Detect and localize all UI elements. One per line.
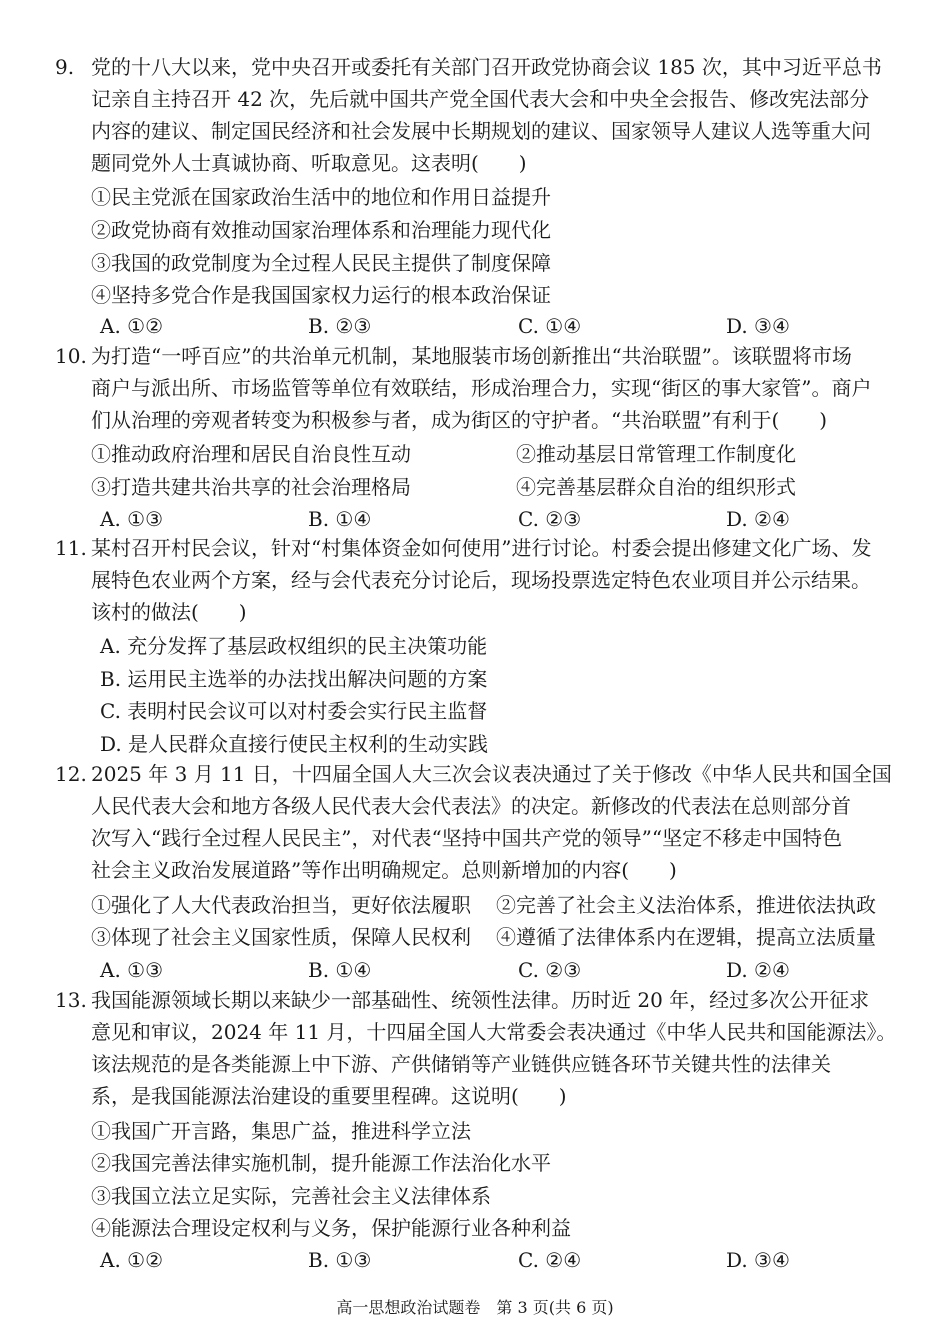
question-stem-line: 人民代表大会和地方各级人民代表大会代表法》的决定。新修改的代表法在总则部分首 <box>91 794 851 818</box>
choice-b: B. ①③ <box>308 1248 372 1272</box>
choice-a: A. ①③ <box>100 958 164 982</box>
question-stem-line: 该法规范的是各类能源上中下游、产供储销等产业链供应链各环节关键共性的法律关 <box>91 1052 831 1076</box>
question-stem-line: 为打造“一呼百应”的共治单元机制，某地服装市场创新推出“共治联盟”。该联盟将市场 <box>91 344 852 368</box>
question-stem-line: 次写入“践行全过程人民民主”，对代表“坚持中国共产党的领导”“坚定不移走中国特色 <box>91 826 843 850</box>
question-stem-line: 商户与派出所、市场监管等单位有效联结，形成治理合力，实现“街区的事大家管”。商户 <box>91 376 872 400</box>
statement: ①我国广开言路，集思广益，推进科学立法 <box>91 1119 471 1143</box>
question-stem-line: 该村的做法( ) <box>91 600 247 624</box>
choice-c: C. ②③ <box>518 507 582 531</box>
question-stem-line: 我国能源领域长期以来缺少一部基础性、统领性法律。历时近 20 年，经过多次公开征求 <box>91 988 870 1012</box>
question-stem-line: 内容的建议、制定国民经济和社会发展中长期规划的建议、国家领导人建议人选等重大问 <box>91 119 871 143</box>
question-stem-line: 某村召开村民会议，针对“村集体资金如何使用”进行讨论。村委会提出修建文化广场、发 <box>91 536 872 560</box>
choice-c: C. ①④ <box>518 314 582 338</box>
choice-d: D. ③④ <box>726 1248 790 1272</box>
statement: ③我国立法立足实际，完善社会主义法律体系 <box>91 1184 491 1208</box>
statement: ②政党协商有效推动国家治理体系和治理能力现代化 <box>91 218 551 242</box>
option-d: D. 是人民群众直接行使民主权利的生动实践 <box>100 732 489 756</box>
option-a: A. 充分发挥了基层政权组织的民主决策功能 <box>100 634 488 658</box>
statement: ④坚持多党合作是我国国家权力运行的根本政治保证 <box>91 283 551 307</box>
statement: ③打造共建共治共享的社会治理格局 <box>91 475 411 499</box>
statement: ③体现了社会主义国家性质，保障人民权利 <box>91 925 471 949</box>
option-c: C. 表明村民会议可以对村委会实行民主监督 <box>100 699 488 723</box>
statement: ②我国完善法律实施机制，提升能源工作法治化水平 <box>91 1151 551 1175</box>
statement: ②完善了社会主义法治体系，推进依法执政 <box>496 893 876 917</box>
question-number: 10. <box>55 344 87 368</box>
choice-b: B. ①④ <box>308 958 372 982</box>
statement: ②推动基层日常管理工作制度化 <box>516 442 796 466</box>
statement: ①强化了人大代表政治担当，更好依法履职 <box>91 893 471 917</box>
choice-a: A. ①③ <box>100 507 164 531</box>
question-stem-line: 2025 年 3 月 11 日，十四届全国人大三次会议表决通过了关于修改《中华人民共和国全国 <box>91 762 892 786</box>
question-stem-line: 社会主义政治发展道路”等作出明确规定。总则新增加的内容( ) <box>91 858 677 882</box>
page-footer: 高一思想政治试题卷 第 3 页(共 6 页) <box>336 1298 614 1317</box>
question-number: 13. <box>55 988 87 1012</box>
question-stem-line: 题同党外人士真诚协商、听取意见。这表明( ) <box>91 151 527 175</box>
choice-a: A. ①② <box>100 314 164 338</box>
question-number: 9. <box>55 55 75 79</box>
question-stem-line: 们从治理的旁观者转变为积极参与者，成为街区的守护者。“共治联盟”有利于( ) <box>91 408 828 432</box>
question-stem-line: 党的十八大以来，党中央召开或委托有关部门召开政党协商会议 185 次，其中习近平总书 <box>91 55 882 79</box>
choice-b: B. ①④ <box>308 507 372 531</box>
statement: ④完善基层群众自治的组织形式 <box>516 475 796 499</box>
choice-d: D. ③④ <box>726 314 790 338</box>
statement: ④能源法合理设定权利与义务，保护能源行业各种利益 <box>91 1216 571 1240</box>
choice-c: C. ②③ <box>518 958 582 982</box>
statement: ①推动政府治理和居民自治良性互动 <box>91 442 411 466</box>
question-stem-line: 记亲自主持召开 42 次，先后就中国共产党全国代表大会和中央全会报告、修改宪法部分 <box>91 87 870 111</box>
choice-d: D. ②④ <box>726 507 790 531</box>
question-number: 11. <box>55 536 87 560</box>
question-number: 12. <box>55 762 87 786</box>
statement: ①民主党派在国家政治生活中的地位和作用日益提升 <box>91 185 551 209</box>
question-stem-line: 展特色农业两个方案，经与会代表充分讨论后，现场投票选定特色农业项目并公示结果。 <box>91 568 871 592</box>
question-stem-line: 系，是我国能源法治建设的重要里程碑。这说明( ) <box>91 1084 567 1108</box>
statement: ④遵循了法律体系内在逻辑，提高立法质量 <box>496 925 876 949</box>
option-b: B. 运用民主选举的办法找出解决问题的方案 <box>100 667 488 691</box>
question-stem-line: 意见和审议，2024 年 11 月，十四届全国人大常委会表决通过《中华人民共和国能源法》。 <box>91 1020 897 1044</box>
statement: ③我国的政党制度为全过程人民民主提供了制度保障 <box>91 251 551 275</box>
choice-c: C. ②④ <box>518 1248 582 1272</box>
choice-b: B. ②③ <box>308 314 372 338</box>
choice-a: A. ①② <box>100 1248 164 1272</box>
choice-d: D. ②④ <box>726 958 790 982</box>
